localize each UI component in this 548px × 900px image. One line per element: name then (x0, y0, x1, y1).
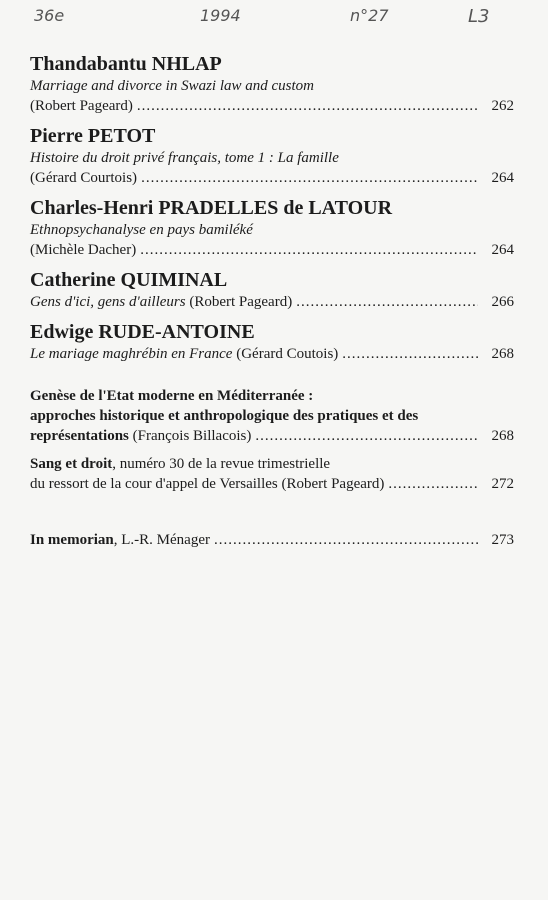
book-title: Histoire du droit privé français, tome 1 : La famille (30, 150, 339, 166)
book-title: Marriage and divorce in Swazi law and custom (30, 78, 315, 94)
reviewer-line (30, 240, 514, 260)
handwritten-note-a: 36e (34, 6, 65, 25)
reviewer: (Gérard Coutois) (236, 346, 339, 362)
toc-entry (30, 196, 514, 260)
page-number: 264 (491, 242, 514, 258)
page-number: 268 (491, 346, 514, 362)
memoriam-title: In memorian (30, 532, 114, 548)
toc-entry-sang (30, 454, 514, 494)
page-number: 262 (491, 98, 514, 114)
leader-dots (140, 240, 478, 260)
author-name: Edwige RUDE-ANTOINE (30, 321, 255, 343)
reviewer: (François Billacois) (132, 428, 252, 444)
sang-line-2: du ressort de la cour d'appel de Versailles (Robert Pageard) (30, 476, 385, 492)
sang-title: Sang et droit (30, 456, 113, 472)
book-title: Ethnopsychanalyse en pays bamiléké (30, 222, 253, 238)
reviewer-line (30, 168, 514, 188)
page-number: 273 (491, 532, 514, 548)
toc-entry (30, 268, 514, 312)
leader-dots (342, 344, 478, 364)
leader-dots (141, 168, 478, 188)
leader-dots (388, 474, 478, 494)
reviewer-line (30, 96, 514, 116)
page-number: 266 (491, 294, 514, 310)
leader-dots (137, 96, 478, 116)
genese-title-line-3: représentations (30, 428, 129, 444)
memoriam-name: , L.-R. Ménager (113, 532, 210, 548)
sang-title-line (30, 454, 514, 474)
page-number: 272 (491, 476, 514, 492)
genese-title-line-1: Genèse de l'Etat moderne en Méditerranée : (30, 388, 314, 404)
sang-subtitle: , numéro 30 de la revue trimestrielle (112, 456, 331, 472)
toc-entry (30, 52, 514, 116)
leader-dots (255, 426, 478, 446)
reviewer: (Robert Pageard) (30, 98, 133, 114)
genese-title-line-2: approches historique et anthropologique des pratiques et des (30, 408, 419, 424)
sang-reviewer-line (30, 474, 514, 494)
handwritten-note-issue: n°27 (350, 6, 389, 25)
author-name: Catherine QUIMINAL (30, 269, 228, 291)
book-title: Le mariage maghrébin en France (30, 346, 233, 362)
toc-entry (30, 124, 514, 188)
toc-entry (30, 320, 514, 364)
reviewer: (Michèle Dacher) (30, 242, 137, 258)
title-reviewer-line (30, 344, 514, 364)
genese-reviewer-line (30, 426, 514, 446)
author-name: Charles-Henri PRADELLES de LATOUR (30, 197, 393, 219)
author-name: Thandabantu NHLAP (30, 53, 222, 75)
title-reviewer-line (30, 292, 514, 312)
reviewer: (Gérard Courtois) (30, 170, 138, 186)
reviewer: (Robert Pageard) (189, 294, 293, 310)
book-title: Gens d'ici, gens d'ailleurs (30, 294, 186, 310)
author-name: Pierre PETOT (30, 125, 156, 147)
table-of-contents (30, 52, 514, 558)
leader-dots (296, 292, 478, 312)
toc-entry-genese (30, 386, 514, 446)
handwritten-note-year: 1994 (200, 6, 241, 25)
toc-entry-memoriam (30, 530, 514, 550)
page-number: 264 (491, 170, 514, 186)
memoriam-line (30, 530, 514, 550)
handwritten-note-l3: L3 (468, 6, 490, 27)
leader-dots (214, 530, 478, 550)
page-number: 268 (491, 428, 514, 444)
